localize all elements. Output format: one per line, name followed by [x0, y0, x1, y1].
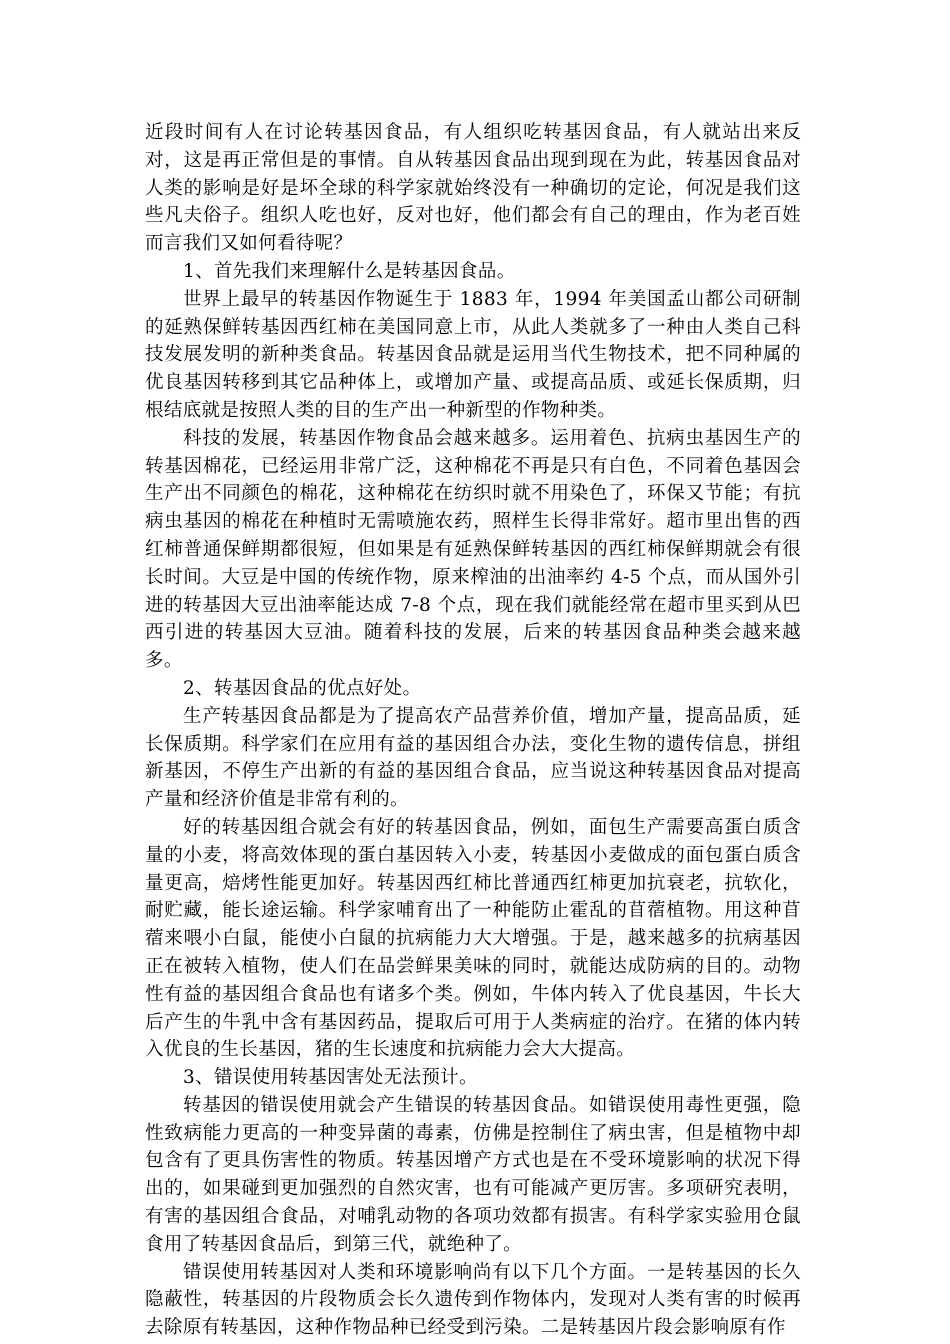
heading-advantages: 2、转基因食品的优点好处。	[183, 677, 422, 699]
document-page	[145, 119, 801, 1342]
paragraph-intro: 近段时间有人在讨论转基因食品，有人组织吃转基因食品，有人就站出来反对，这是再正常但是的事情。自从转基因食品出现到现在为此，转基因食品对人类的影响是好是坏全球的科学家就始终没有一种确切的定论，何况是我们这些凡夫俗子。组织人吃也好，反对也好，他们都会有自己的理由，作为老百姓而言我们又如何看待呢？	[145, 122, 801, 255]
paragraph-advantages: 生产转基因食品都是为了提高农产品营养价值，增加产量，提高品质，延长保质期。科学家们在应用有益的基因组合办法，变化生物的遗传信息，拼组新基因，不停生产出新的有益的基因组合食品，应当说这种转基因食品对提高产量和经济价值是非常有利的。	[145, 705, 801, 811]
paragraph-history: 世界上最早的转基因作物诞生于 1883 年，1994 年美国孟山都公司研制的延熟保鲜转基因西红柿在美国同意上市，从此人类就多了一种由人类自己科技发展发明的新种类食品。转基因食品就是运用当代生物技术，把不同种属的优良基因转移到其它品种体上，或增加产量、或提高品质、或延长保质期，归根结底就是按照人类的目的生产出一种新型的作物种类。	[145, 288, 801, 421]
paragraph-technology: 科技的发展，转基因作物食品会越来越多。运用着色、抗病虫基因生产的转基因棉花，已经运用非常广泛，这种棉花不再是只有白色，不同着色基因会生产出不同颜色的棉花，这种棉花在纺织时就不用染色了，环保又节能；有抗病虫基因的棉花在种植时无需喷施农药，照样生长得非常好。超市里出售的西红柿普通保鲜期都很短，但如果是有延熟保鲜转基因的西红柿保鲜期就会有很长时间。大豆是中国的传统作物，原来榨油的出油率约 4-5 个点，而从国外引进的转基因大豆出油率能达成 7-8 个点，现在我们就能经常在超市里买到从巴西引进的转基因大豆油。随着科技的发展，后来的转基因食品种类会越来越多。	[145, 427, 801, 672]
paragraph-impacts: 错误使用转基因对人类和环境影响尚有以下几个方面。一是转基因的长久隐蔽性，转基因的片段物质会长久遗传到作物体内，发现对人类有害的时候再去除原有转基因，这种作物品种已经受到污染。二是转基因片段会影响原有作	[145, 1261, 801, 1339]
heading-what-is-gm-food: 1、首先我们来理解什么是转基因食品。	[183, 260, 516, 282]
heading-misuse: 3、错误使用转基因害处无法预计。	[183, 1067, 478, 1089]
paragraph-misuse: 转基因的错误使用就会产生错误的转基因食品。如错误使用毒性更强，隐性致病能力更高的一种变异菌的毒素，仿佛是控制住了病虫害，但是植物中却包含有了更具伤害性的物质。转基因增产方式也是在不受环境影响的状况下得出的，如果碰到更加强烈的自然灾害，也有可能减产更厉害。多项研究表明，有害的基因组合食品，对哺乳动物的各项功效都有损害。有科学家实验用仓鼠食用了转基因食品后，到第三代，就绝种了。	[145, 1094, 801, 1255]
paragraph-examples: 好的转基因组合就会有好的转基因食品，例如，面包生产需要高蛋白质含量的小麦，将高效体现的蛋白基因转入小麦，转基因小麦做成的面包蛋白质含量更高，焙烤性能更加好。转基因西红柿比普通西红柿更加抗衰老，抗软化，耐贮藏，能长途运输。科学家哺育出了一种能防止霍乱的苜蓿植物。用这种苜蓿来喂小白鼠，能使小白鼠的抗病能力大大增强。于是，越来越多的抗病基因正在被转入植物，使人们在品尝鲜果美味的同时，就能达成防病的目的。动物性有益的基因组合食品也有诸多个类。例如，牛体内转入了优良基因，牛长大后产生的牛乳中含有基因药品，提取后可用于人类病症的治疗。在猪的体内转入优良的生长基因，猪的生长速度和抗病能力会大大提高。	[145, 816, 801, 1061]
